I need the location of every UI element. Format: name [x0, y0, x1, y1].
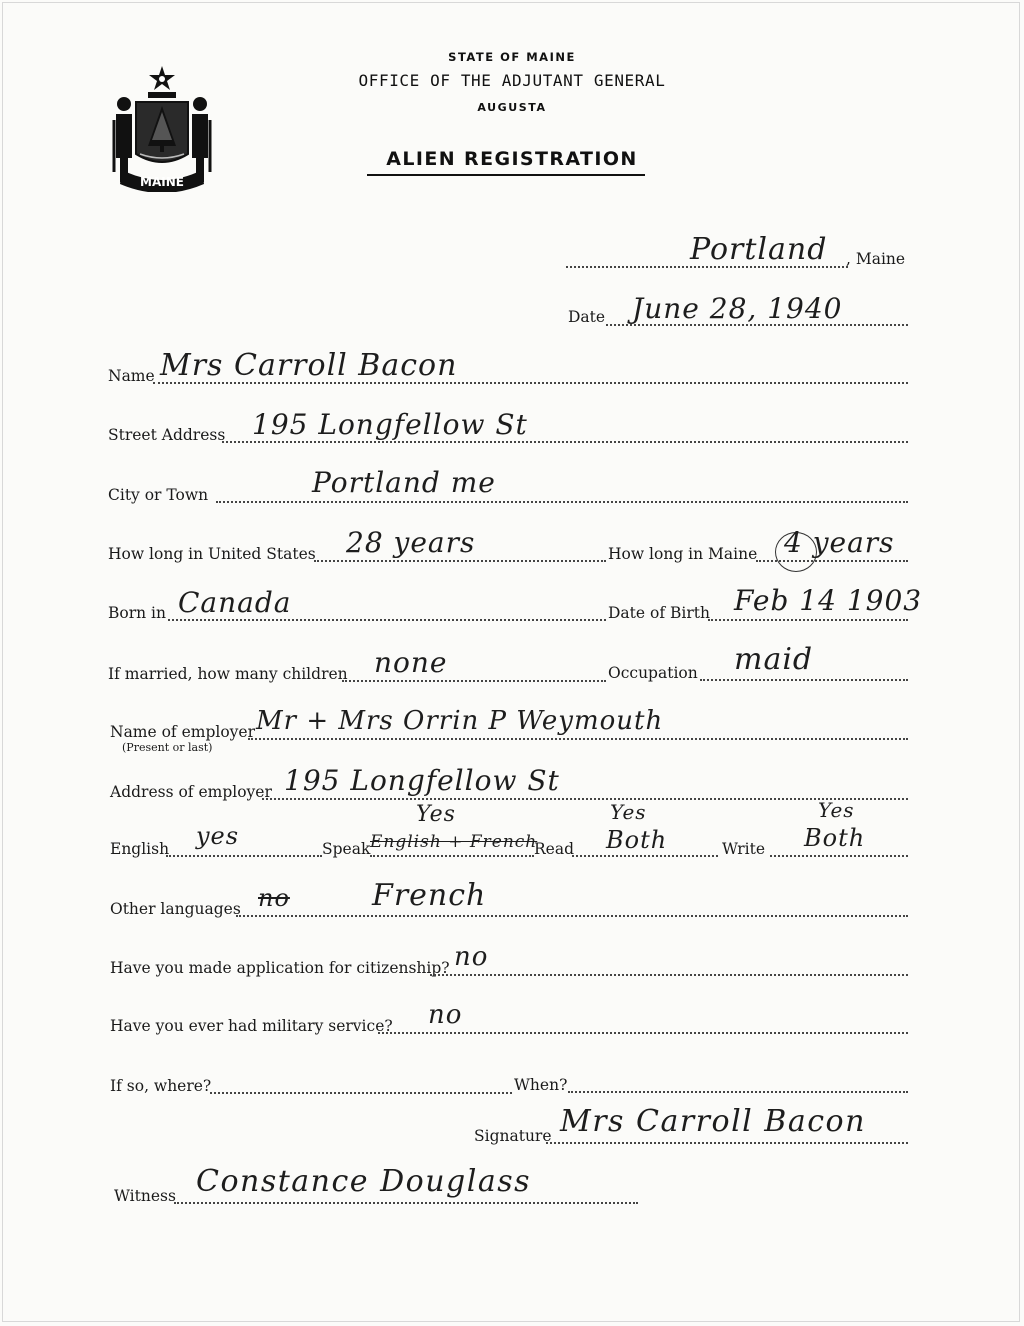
employer-label: Name of employer: [110, 723, 256, 741]
signature-value: Mrs Carroll Bacon: [560, 1104, 866, 1139]
english-label: English: [110, 840, 170, 858]
citizenship-line: [430, 974, 908, 976]
street-label: Street Address: [108, 426, 226, 444]
write-value: Both: [804, 824, 866, 852]
city-line: [216, 501, 908, 503]
read-label: Read: [534, 840, 575, 858]
when-line: [568, 1091, 908, 1093]
employer-value: Mr + Mrs Orrin P Weymouth: [256, 706, 664, 736]
witness-label: Witness: [114, 1187, 176, 1205]
title-underline: [367, 174, 645, 176]
us-duration-label: How long in United States: [108, 545, 316, 563]
where-line: [210, 1092, 512, 1094]
place-value: Portland: [690, 232, 828, 267]
us-duration-line: [314, 560, 606, 562]
seal-banner-text: MAINE: [140, 175, 184, 189]
employer-address-value: 195 Longfellow St: [284, 764, 560, 797]
employer-sublabel: (Present or last): [122, 741, 213, 754]
dob-value: Feb 14 1903: [734, 584, 923, 617]
other-languages-value: French: [372, 878, 487, 913]
born-in-label: Born in: [108, 604, 166, 622]
header-state: STATE OF MAINE: [448, 50, 576, 64]
witness-value: Constance Douglass: [196, 1164, 531, 1199]
born-in-value: Canada: [178, 586, 292, 619]
read-value: Both: [606, 826, 668, 854]
write-value-top: Yes: [818, 798, 855, 822]
header-city: AUGUSTA: [477, 101, 547, 114]
speak-line: [370, 855, 534, 857]
citizenship-value: no: [454, 942, 489, 972]
city-label: City or Town: [108, 486, 209, 504]
speak-struck-value: English + French: [370, 832, 538, 852]
where-label: If so, where?: [110, 1077, 212, 1095]
employer-line: [248, 738, 908, 740]
date-label: Date: [568, 308, 606, 326]
us-duration-value: 28 years: [346, 526, 476, 559]
when-label: When?: [514, 1076, 568, 1094]
write-label: Write: [722, 840, 766, 858]
children-label: If married, how many children: [108, 665, 348, 683]
read-value-top: Yes: [610, 800, 647, 824]
born-in-line: [168, 619, 606, 621]
occupation-label: Occupation: [608, 664, 698, 682]
english-value: yes: [196, 822, 240, 850]
occupation-line: [700, 679, 908, 681]
page-border: [2, 2, 1020, 1322]
street-value: 195 Longfellow St: [252, 408, 528, 441]
children-value: none: [374, 646, 448, 679]
header-office: OFFICE OF THE ADJUTANT GENERAL: [358, 71, 666, 90]
signature-line: [546, 1142, 908, 1144]
speak-label: Speak: [322, 840, 371, 858]
military-value: no: [428, 1000, 463, 1030]
name-label: Name: [108, 367, 155, 385]
dob-line: [708, 619, 908, 621]
write-line: [770, 855, 908, 857]
witness-line: [174, 1202, 638, 1204]
occupation-value: maid: [734, 642, 814, 677]
read-line: [572, 855, 718, 857]
military-line: [378, 1032, 908, 1034]
speak-value: Yes: [416, 802, 456, 827]
page-title: ALIEN REGISTRATION: [386, 148, 638, 170]
employer-address-label: Address of employer: [110, 783, 272, 801]
military-label: Have you ever had military service?: [110, 1017, 393, 1035]
place-suffix-label: , Maine: [846, 250, 906, 268]
name-value: Mrs Carroll Bacon: [160, 348, 458, 383]
english-line: [166, 855, 322, 857]
children-line: [342, 680, 606, 682]
signature-label: Signature: [474, 1127, 552, 1145]
maine-duration-value: 4 years: [784, 526, 895, 559]
other-languages-line: [236, 915, 908, 917]
city-value: Portland me: [312, 466, 496, 499]
other-languages-label: Other languages: [110, 900, 241, 918]
citizenship-label: Have you made application for citizenship?: [110, 959, 450, 977]
date-value: June 28, 1940: [632, 292, 843, 325]
dob-label: Date of Birth: [608, 604, 710, 622]
street-line: [222, 441, 908, 443]
employer-address-line: [262, 798, 908, 800]
maine-duration-label: How long in Maine: [608, 545, 758, 563]
other-languages-struck-value: no: [258, 884, 290, 912]
